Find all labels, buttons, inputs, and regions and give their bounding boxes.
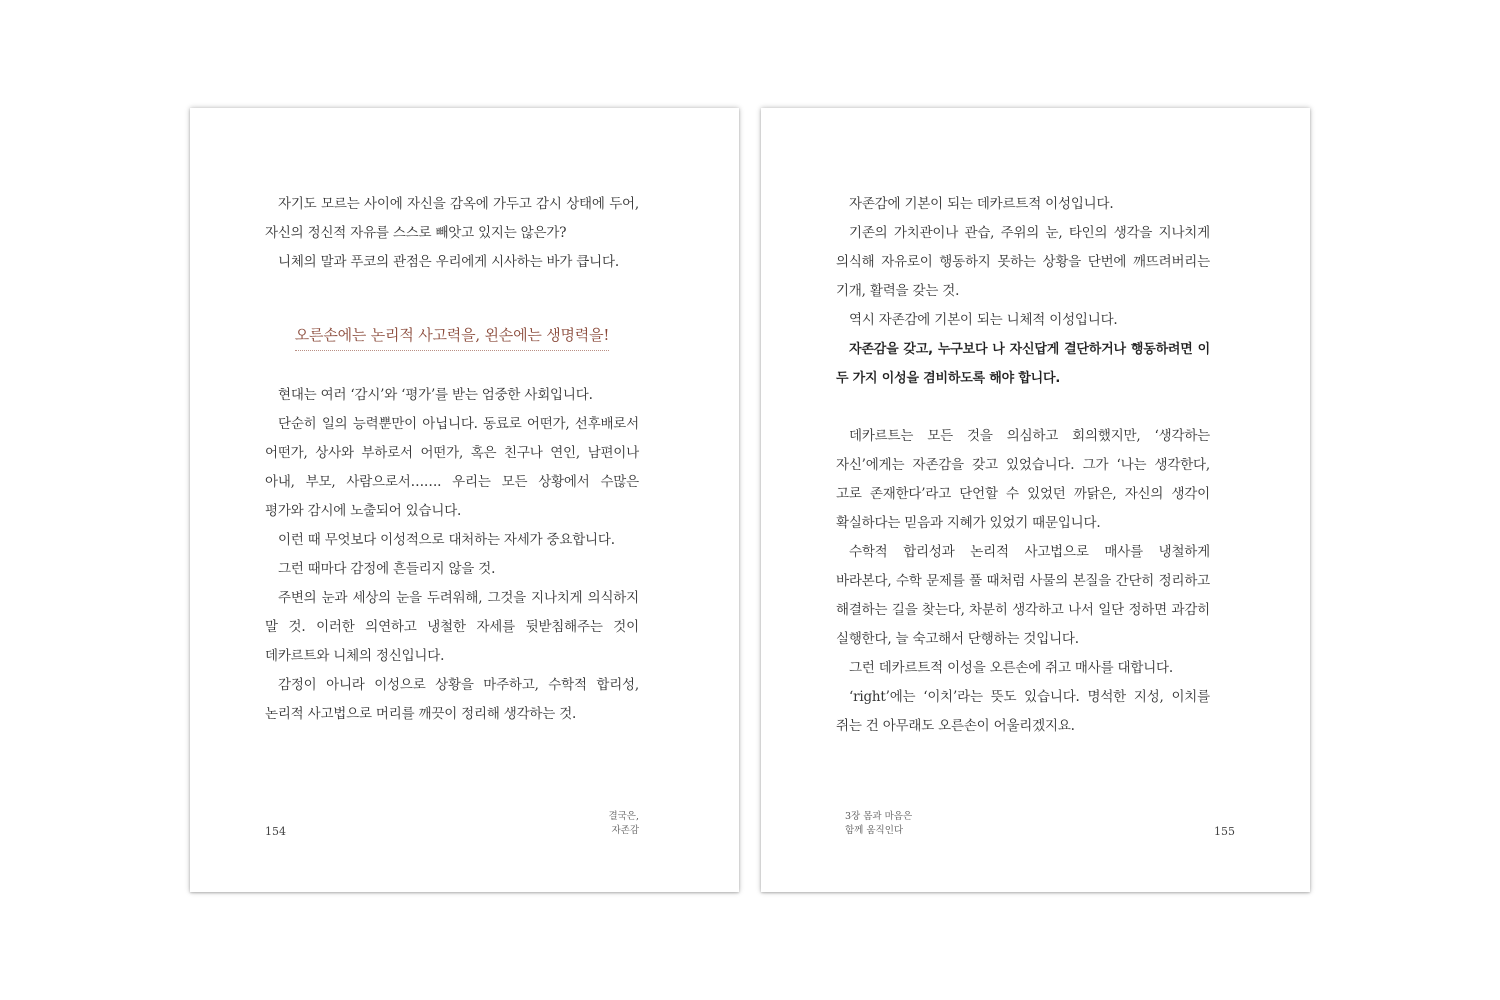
right-page <box>761 108 1310 892</box>
running-head <box>845 810 912 838</box>
running-head-line: 함께 움직인다 <box>845 825 904 836</box>
paragraph: 데카르트는 모든 것을 의심하고 회의했지만, ‘생각하는 자신’에게는 자존감을 갖고 있었습니다. 그가 ‘나는 생각한다, 고로 존재한다’라고 단언할 수 있었던 까닭은, 자신의 생각이 확실하다는 믿음과 지혜가 있었기 때문입니다. <box>836 428 1210 531</box>
paragraph: 자존감에 기본이 되는 데카르트적 이성입니다. <box>849 196 1114 212</box>
running-head-line: 자존감 <box>611 825 639 836</box>
paragraph-gap <box>836 393 1210 422</box>
emphasis-paragraph: 자존감을 갖고, 누구보다 나 자신답게 결단하거나 행동하려면 이 두 가지 이성을 겸비하도록 해야 합니다. <box>836 342 1210 386</box>
page-number: 155 <box>1214 825 1235 838</box>
left-page <box>190 108 739 892</box>
paragraph: 역시 자존감에 기본이 되는 니체적 이성입니다. <box>849 312 1118 328</box>
paragraph: 그런 때마다 감정에 흔들리지 않을 것. <box>278 561 496 577</box>
paragraph: ‘right’에는 ‘이치’라는 뜻도 있습니다. 명석한 지성, 이치를 쥐는 건 아무래도 오른손이 어울리겠지요. <box>836 689 1210 734</box>
right-page-body <box>836 190 1210 741</box>
paragraph: 주변의 눈과 세상의 눈을 두려워해, 그것을 지나치게 의식하지 말 것. 이러한 의연하고 냉철한 자세를 뒷받침해주는 것이 데카르트와 니체의 정신입니다. <box>265 590 639 664</box>
paragraph: 그런 데카르트적 이성을 오른손에 쥐고 매사를 대합니다. <box>849 660 1173 676</box>
paragraph: 현대는 여러 ‘감시’와 ‘평가’를 받는 엄중한 사회입니다. <box>278 387 593 403</box>
paragraph: 니체의 말과 푸코의 관점은 우리에게 시사하는 바가 큽니다. <box>278 254 619 270</box>
paragraph: 자기도 모르는 사이에 자신을 감옥에 가두고 감시 상태에 두어, 자신의 정신적 자유를 스스로 빼앗고 있지는 않은가? <box>265 196 639 241</box>
running-head <box>608 810 639 838</box>
section-heading: 오른손에는 논리적 사고력을, 왼손에는 생명력을! <box>295 324 609 351</box>
section-heading-wrap <box>265 324 639 351</box>
paragraph: 감정이 아니라 이성으로 상황을 마주하고, 수학적 합리성, 논리적 사고법으로 머리를 깨끗이 정리해 생각하는 것. <box>265 677 639 722</box>
page-number: 154 <box>265 825 286 838</box>
left-page-body <box>265 190 639 729</box>
paragraph: 수학적 합리성과 논리적 사고법으로 매사를 냉철하게 바라본다, 수학 문제를 풀 때처럼 사물의 본질을 간단히 정리하고 해결하는 길을 찾는다, 차분히 생각하고 나서 일단 정하면 과감히 실행한다, 늘 숙고해서 단행하는 것입니다. <box>836 544 1210 647</box>
running-head-line: 결국은, <box>608 811 639 822</box>
paragraph: 기존의 가치관이나 관습, 주위의 눈, 타인의 생각을 지나치게 의식해 자유로이 행동하지 못하는 상황을 단번에 깨뜨려버리는 기개, 활력을 갖는 것. <box>836 225 1210 299</box>
paragraph: 단순히 일의 능력뿐만이 아닙니다. 동료로 어떤가, 선후배로서 어떤가, 상사와 부하로서 어떤가, 혹은 친구나 연인, 남편이나 아내, 부모, 사람으로서……. 우리는 모든 상황에서 수많은 평가와 감시에 노출되어 있습니다. <box>265 416 639 519</box>
paragraph: 이런 때 무엇보다 이성적으로 대처하는 자세가 중요합니다. <box>278 532 615 548</box>
running-head-line: 3장 몸과 마음은 <box>845 811 913 822</box>
